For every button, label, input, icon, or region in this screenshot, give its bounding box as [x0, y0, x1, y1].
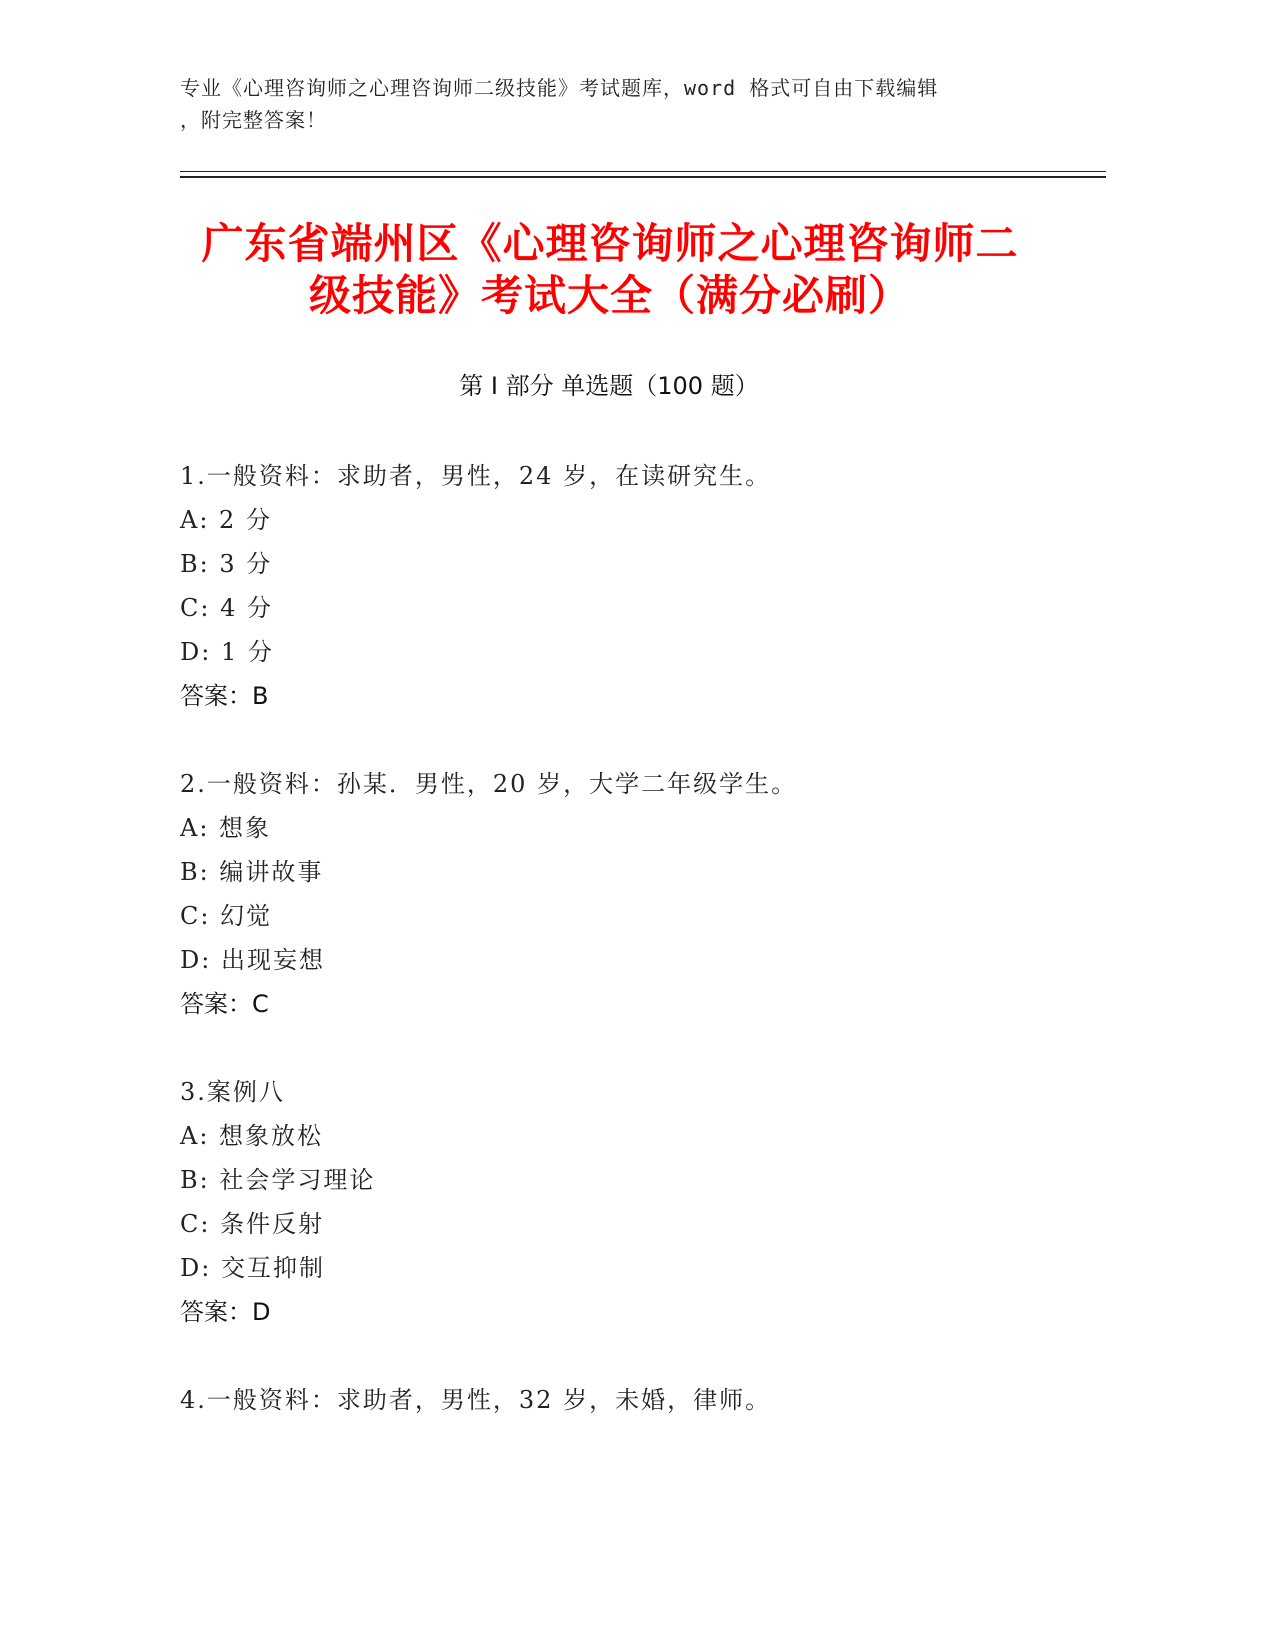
question-item [180, 454, 1110, 718]
document-title [100, 218, 1120, 322]
answer-line [180, 674, 1110, 718]
header-note-line-1: 专业《心理咨询师之心理咨询师二级技能》考试题库，word 格式可自由下载编辑 [180, 76, 939, 100]
option-d: D: 交互抑制 [180, 1254, 325, 1282]
option-a: A: 想象 [180, 814, 272, 842]
question-stem: 4.一般资料：求助者，男性，32 岁，未婚，律师。 [180, 1386, 772, 1414]
section-heading: 第 I 部分 单选题（100 题） [459, 372, 759, 400]
option-b: B: 编讲故事 [180, 858, 324, 886]
document-title-line-1: 广东省端州区《心理咨询师之心理咨询师二 [201, 219, 1019, 268]
question-item [180, 1070, 1110, 1334]
answer-label: 答案： [180, 990, 252, 1018]
option-b: B: 社会学习理论 [180, 1166, 376, 1194]
header-note-line-2: ，附完整答案！ [180, 108, 327, 132]
option-c: C: 4 分 [180, 594, 273, 622]
header-note [180, 72, 1040, 136]
option-a: A: 2 分 [180, 506, 272, 534]
question-stem: 1.一般资料：求助者，男性，24 岁，在读研究生。 [180, 462, 772, 490]
option-d: D: 1 分 [180, 638, 274, 666]
option-b: B: 3 分 [180, 550, 273, 578]
question-item [180, 1378, 1110, 1422]
answer-value: C [252, 990, 269, 1018]
header-divider-thin [180, 171, 1106, 172]
answer-value: B [252, 682, 269, 710]
option-c: C: 条件反射 [180, 1210, 325, 1238]
question-list [180, 454, 1110, 1466]
answer-label: 答案： [180, 1298, 252, 1326]
answer-label: 答案： [180, 682, 252, 710]
question-stem: 3.案例八 [180, 1078, 285, 1106]
option-a: A: 想象放松 [180, 1122, 324, 1150]
header-divider-thick [180, 176, 1106, 178]
question-item [180, 762, 1110, 1026]
answer-line [180, 982, 1110, 1026]
question-stem: 2.一般资料：孙某．男性，20 岁，大学二年级学生。 [180, 770, 798, 798]
document-title-line-2: 级技能》考试大全（满分必刷） [308, 271, 911, 320]
answer-value: D [252, 1298, 271, 1326]
answer-line [180, 1290, 1110, 1334]
option-c: C: 幻觉 [180, 902, 273, 930]
option-d: D: 出现妄想 [180, 946, 325, 974]
